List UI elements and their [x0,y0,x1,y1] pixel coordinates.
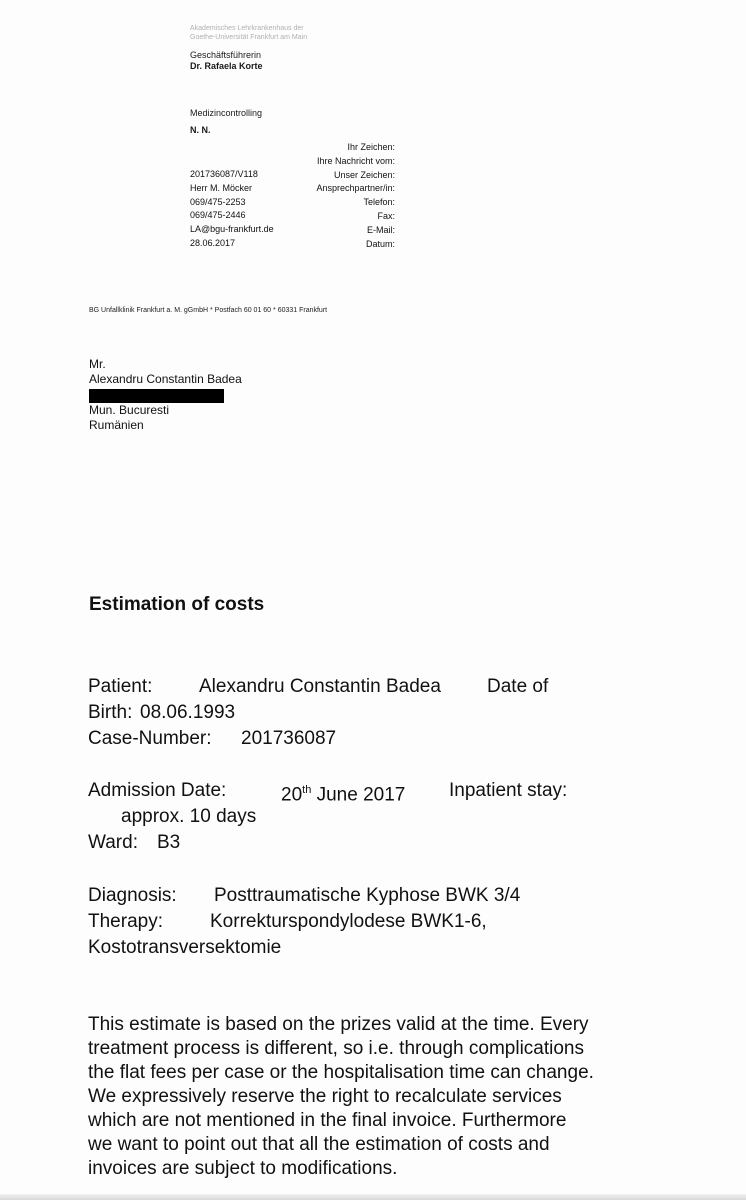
ref-email: LA@bgu-frankfurt.de [190,224,274,235]
redaction-bar [89,389,224,403]
recipient-address-lower [89,403,169,433]
ref-label: Unser Zeichen: [333,169,395,180]
ref-phone: 069/475-2253 [190,196,246,207]
case-number: 201736087 [241,728,337,749]
institution-line-1: Akademisches Lehrkrankenhaus der [190,25,304,32]
sender-return-address: BG Unfallklinik Frankfurt a. M. gGmbH * Postfach 60 01 60 * 60331 Frankfurt [89,307,328,314]
recipient-country: Rumänien [89,418,144,432]
patient-dob: 08.06.1993 [140,702,236,723]
diagnosis-label: Diagnosis: [88,885,177,906]
ref-contact-person: Herr M. Möcker [190,182,253,193]
patient-name: Alexandru Constantin Badea [199,676,441,697]
therapy-value-line2: Kostotransversektomie [88,937,282,958]
ref-label: Ansprechpartner/in: [316,183,395,194]
document-title: Estimation of costs [89,594,265,615]
department-name: N. N. [190,125,211,135]
ref-date: 28.06.2017 [190,237,236,248]
recipient-name: Alexandru Constantin Badea [89,372,242,386]
recipient-address [89,357,242,387]
reference-values [190,168,274,251]
institution-affiliation [190,24,307,42]
ref-label: Ihr Zeichen: [347,142,395,152]
therapy-value-line1: Korrekturspondylodese BWK1-6, [210,911,487,932]
ward-value: B3 [157,832,181,853]
recipient-salutation: Mr. [89,357,106,371]
disclaimer-line: invoices are subject to modifications. [88,1158,398,1179]
therapy-label: Therapy: [88,911,163,932]
ref-label: E-Mail: [366,224,395,235]
admission-day-suffix: th [302,784,312,796]
disclaimer-line: We expressively reserve the right to recalculate services [88,1086,562,1107]
ref-our-sign: 201736087/V118 [190,169,258,179]
department-title: Medizincontrolling [190,108,263,118]
admission-date [281,778,405,807]
disclaimer-line: which are not mentioned in the final invoice. Furthermore [88,1110,567,1131]
disclaimer-line: the flat fees per case or the hospitalisation time can change. [88,1062,594,1083]
ref-fax: 069/475-2446 [190,210,246,221]
disclaimer-line: This estimate is based on the prizes valid at the time. Every [88,1014,589,1035]
institution-line-2: Goethe-Universität Frankfurt am Main [190,34,308,41]
diagnosis-value: Posttraumatische Kyphose BWK 3/4 [214,885,521,906]
disclaimer-line: we want to point out that all the estimation of costs and [88,1134,550,1155]
manager-title: Geschäftsführerin [190,50,262,60]
case-number-label: Case-Number: [88,728,212,749]
disclaimer-paragraph [88,1013,688,1181]
ref-label: Ihre Nachricht vom: [316,155,395,166]
dob-label-part1: Date of [487,676,549,697]
dob-label-part2: Birth: [88,702,133,723]
patient-label: Patient: [88,676,153,697]
page-bottom-edge [0,1194,746,1200]
admission-date-label: Admission Date: [88,780,227,801]
admission-day: 20 [281,784,303,806]
ref-label: Telefon: [363,197,395,208]
ward-label: Ward: [88,832,138,853]
reference-labels [316,141,395,251]
recipient-city: Mun. Bucuresti [89,403,170,417]
inpatient-stay-value: approx. 10 days [121,806,257,827]
manager-name: Dr. Rafaela Korte [190,61,263,71]
ref-label: Datum: [365,238,395,249]
ref-label: Fax: [377,210,395,221]
inpatient-stay-label: Inpatient stay: [449,780,568,801]
admission-month-year: June 2017 [316,784,406,806]
disclaimer-line: treatment process is different, so i.e. through complications [88,1038,585,1059]
